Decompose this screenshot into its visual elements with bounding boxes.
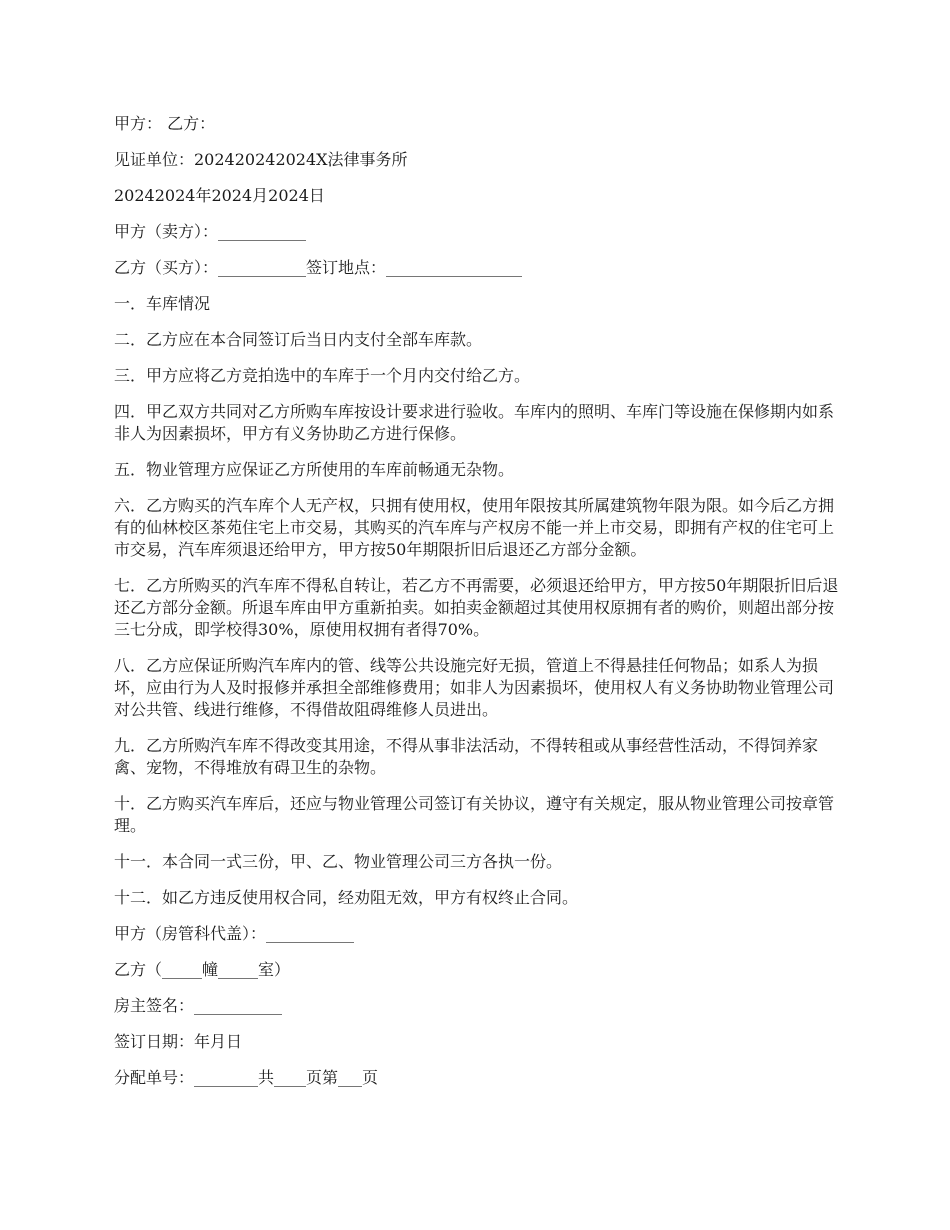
- owner-signature-line: 房主签名：___________: [114, 996, 283, 1015]
- witness-unit: 见证单位：202420242024X法律事务所: [114, 150, 408, 169]
- buyer-line: 乙方（买方）：___________签订地点：_________________: [114, 258, 523, 277]
- clause-2: 二．乙方应在本合同签订后当日内支付全部车库款。: [114, 330, 483, 349]
- document-date: 20242024年2024月2024日: [114, 186, 325, 205]
- clause-1: 一．车库情况: [114, 294, 211, 313]
- signing-date-line: 签订日期：年月日: [114, 1032, 243, 1051]
- clause-12: 十二．如乙方违反使用权合同，经劝阻无效，甲方有权终止合同。: [114, 888, 579, 907]
- clause-4: 四．甲乙双方共同对乙方所购车库按设计要求进行验收。车库内的照明、车库门等设施在保修期内如系非人为因素损坏，甲方有义务协助乙方进行保修。: [114, 402, 835, 443]
- clause-6: 六．乙方购买的汽车库个人无产权，只拥有使用权，使用年限按其所属建筑物年限为限。如今后乙方拥有的仙林校区茶苑住宅上市交易，其购买的汽车库与产权房不能一并上市交易，即拥有产权的住宅可上市交易，汽车库须退还给甲方，甲方按50年期限折旧后退还乙方部分金额。: [114, 496, 835, 559]
- document-body: [114, 113, 840, 1103]
- allocation-number-line: 分配单号：________共____页第___页: [114, 1068, 379, 1087]
- clause-3: 三．甲方应将乙方竞拍选中的车库于一个月内交付给乙方。: [114, 366, 531, 385]
- clause-9: 九．乙方所购汽车库不得改变其用途，不得从事非法活动，不得转租或从事经营性活动，不得饲养家禽、宠物，不得堆放有碍卫生的杂物。: [114, 736, 819, 777]
- party-a-signature-line: 甲方（房管科代盖）：___________: [114, 924, 355, 943]
- party-header: 甲方： 乙方：: [114, 114, 216, 133]
- clause-5: 五．物业管理方应保证乙方所使用的车库前畅通无杂物。: [114, 460, 515, 479]
- clause-11: 十一．本合同一式三份，甲、乙、物业管理公司三方各执一份。: [114, 852, 563, 871]
- clause-10: 十．乙方购买汽车库后，还应与物业管理公司签订有关协议，遵守有关规定，服从物业管理公司按章管理。: [114, 794, 835, 835]
- clause-8: 八．乙方应保证所购汽车库内的管、线等公共设施完好无损，管道上不得悬挂任何物品；如系人为损坏，应由行为人及时报修并承担全部维修费用；如非人为因素损坏，使用权人有义务协助物业管理公司对公共管、线进行维修，不得借故阻碍维修人员进出。: [114, 656, 835, 719]
- party-b-unit-line: 乙方（_____幢_____室）: [114, 960, 291, 979]
- seller-line: 甲方（卖方）：___________: [114, 222, 307, 241]
- clause-7: 七．乙方所购买的汽车库不得私自转让，若乙方不再需要，必须退还给甲方，甲方按50年期限折旧后退还乙方部分金额。所退车库由甲方重新拍卖。如拍卖金额超过其使用权原拥有者的购价，则超出部分按三七分成，即学校得30%，原使用权拥有者得70%。: [114, 576, 839, 639]
